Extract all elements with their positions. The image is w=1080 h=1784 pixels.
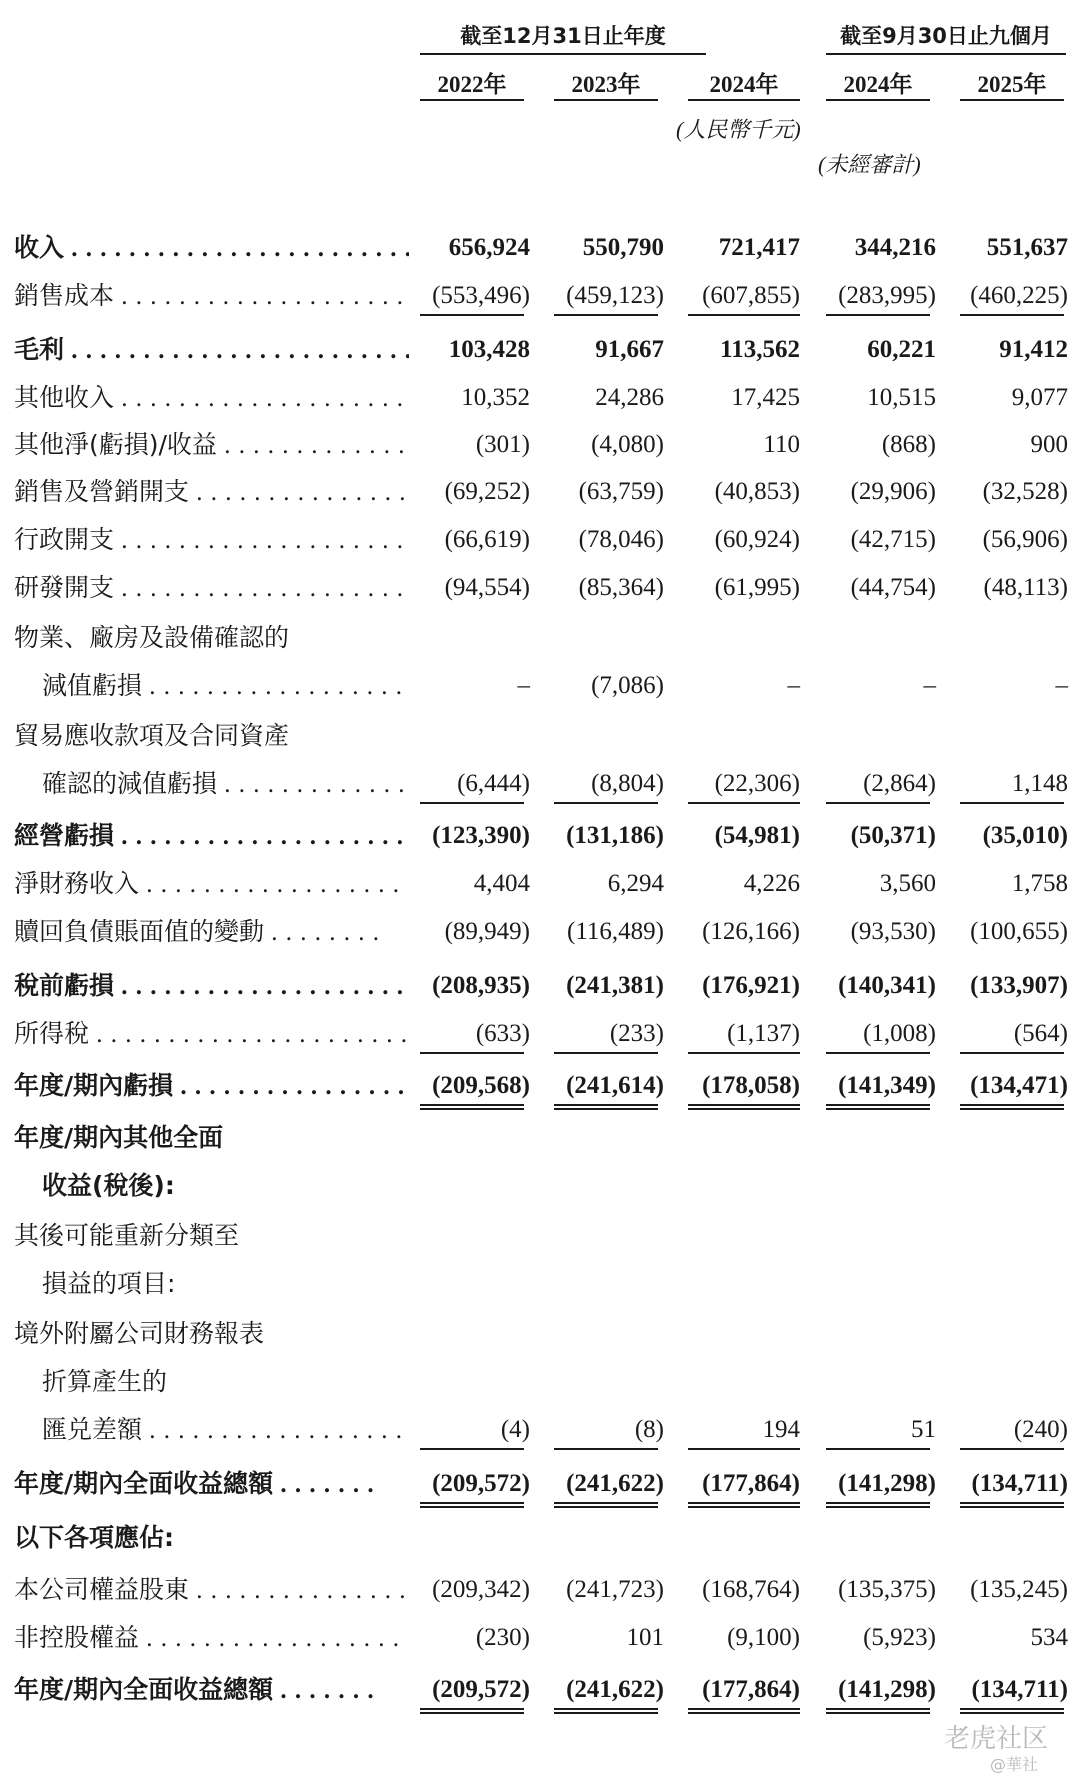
row-label: 其後可能重新分類至 <box>14 1221 240 1250</box>
row-value: 550,790 <box>582 234 664 261</box>
total-double-rule <box>826 1502 930 1508</box>
row-value: (459,123) <box>566 282 664 309</box>
row-value: 91,412 <box>999 336 1068 363</box>
header-year-2022: 2022年 <box>437 72 507 97</box>
row-label: 本公司權益股東 . . . <box>14 1570 409 1611</box>
row-value: (283,995) <box>838 282 936 309</box>
row-value: (5,923) <box>863 1624 936 1651</box>
row-value: (4,080) <box>591 431 664 458</box>
total-double-rule <box>960 1708 1064 1714</box>
row-value: (301) <box>475 431 530 458</box>
unaudited-note: (未經審計) <box>818 152 921 177</box>
total-double-rule <box>688 1104 800 1110</box>
table-row <box>0 330 1080 370</box>
row-label: 非控股權益 . . . <box>14 1618 409 1659</box>
row-value: 4,404 <box>473 870 530 897</box>
row-value: (240) <box>1013 1416 1068 1443</box>
row-value: 721,417 <box>718 234 800 261</box>
table-row <box>0 520 1080 560</box>
row-label: 研發開支 . . . <box>14 568 409 609</box>
row-value: (241,723) <box>566 1576 664 1603</box>
subtotal-rule <box>554 1052 658 1054</box>
table-row <box>0 1216 1080 1256</box>
row-value: (135,375) <box>838 1576 936 1603</box>
row-label: 貿易應收款項及合同資產 <box>14 721 290 750</box>
row-value: (48,113) <box>983 574 1068 601</box>
row-value: 1,148 <box>1011 770 1068 797</box>
row-value: 900 <box>1030 431 1068 458</box>
table-row <box>0 716 1080 756</box>
subtotal-rule <box>688 802 800 804</box>
table-row <box>0 1066 1080 1106</box>
row-value: (209,572) <box>432 1470 530 1497</box>
subtotal-rule <box>420 802 524 804</box>
row-value: (35,010) <box>982 822 1068 849</box>
table-row <box>0 1118 1080 1158</box>
row-value: (209,572) <box>432 1676 530 1703</box>
year-rule-2022 <box>420 99 524 101</box>
row-value: 10,515 <box>867 384 936 411</box>
row-value: 51 <box>911 1416 936 1443</box>
table-row <box>0 912 1080 952</box>
row-value: (134,471) <box>970 1072 1068 1099</box>
row-value: (2,864) <box>863 770 936 797</box>
header-nine-month-group: 截至9月30日止九個月 <box>840 24 1052 48</box>
row-value: (6,444) <box>457 770 530 797</box>
table-row <box>0 1014 1080 1054</box>
subtotal-rule <box>826 314 930 316</box>
year-rule-2024 <box>688 99 800 101</box>
row-value: (134,711) <box>971 1676 1068 1703</box>
row-value: (8,804) <box>591 770 664 797</box>
row-value: (564) <box>1013 1020 1068 1047</box>
row-value: (7,086) <box>591 672 664 699</box>
table-row <box>0 666 1080 706</box>
row-label: 所得稅 . . . <box>14 1014 409 1055</box>
row-value: (44,754) <box>850 574 936 601</box>
row-label: 淨財務收入 . . . <box>14 864 409 905</box>
row-value: (60,924) <box>714 526 800 553</box>
total-double-rule <box>960 1104 1064 1110</box>
subtotal-rule <box>688 314 800 316</box>
row-label: 其他淨(虧損)/收益 . . . <box>14 425 409 466</box>
row-value: (607,855) <box>702 282 800 309</box>
row-value: (50,371) <box>850 822 936 849</box>
row-value: (134,711) <box>971 1470 1068 1497</box>
subtotal-rule <box>960 1052 1064 1054</box>
row-value: 656,924 <box>448 234 530 261</box>
row-label: 減值虧損 . . . <box>42 666 409 707</box>
row-value: (241,622) <box>566 1470 664 1497</box>
row-value: (40,853) <box>714 478 800 505</box>
row-value: (89,949) <box>444 918 530 945</box>
row-value: (42,715) <box>850 526 936 553</box>
subtotal-rule <box>554 802 658 804</box>
row-value: (553,496) <box>432 282 530 309</box>
row-value: (241,381) <box>566 972 664 999</box>
header-year-2023: 2023年 <box>571 72 641 97</box>
total-double-rule <box>420 1104 524 1110</box>
row-label: 年度/期內全面收益總額 . . . <box>14 1670 374 1711</box>
row-value: (177,864) <box>702 1470 800 1497</box>
subtotal-rule <box>420 314 524 316</box>
subtotal-rule <box>688 1052 800 1054</box>
row-value: (78,046) <box>578 526 664 553</box>
row-label: 年度/期內全面收益總額 . . . <box>14 1464 374 1505</box>
row-value: 17,425 <box>731 384 800 411</box>
row-value: 60,221 <box>867 336 936 363</box>
row-value: – <box>787 672 800 699</box>
table-row <box>0 1570 1080 1610</box>
watermark-handle: @華社 <box>990 1755 1039 1774</box>
total-double-rule <box>826 1104 930 1110</box>
row-label: 經營虧損 . . . <box>14 816 409 857</box>
table-row <box>0 1166 1080 1206</box>
total-double-rule <box>960 1502 1064 1508</box>
unit-note: (人民幣千元) <box>676 117 801 142</box>
row-label: 行政開支 . . . <box>14 520 409 561</box>
table-row <box>0 1464 1080 1504</box>
row-value: 6,294 <box>607 870 664 897</box>
row-value: (168,764) <box>702 1576 800 1603</box>
table-row <box>0 568 1080 608</box>
row-value: 551,637 <box>986 234 1068 261</box>
table-row <box>0 1518 1080 1558</box>
year-rule-2024-9m <box>826 99 930 101</box>
row-value: 101 <box>626 1624 664 1651</box>
row-value: (141,349) <box>838 1072 936 1099</box>
row-value: – <box>517 672 530 699</box>
row-label: 年度/期內虧損 . . . <box>14 1066 409 1107</box>
row-value: (4) <box>500 1416 530 1443</box>
row-label: 毛利 . . . <box>14 330 409 371</box>
row-value: (868) <box>881 431 936 458</box>
row-value: (209,568) <box>432 1072 530 1099</box>
row-label: 物業、廠房及設備確認的 <box>14 623 290 652</box>
row-label: 收入 . . . <box>14 228 409 269</box>
row-value: (241,622) <box>566 1676 664 1703</box>
row-value: (66,619) <box>444 526 530 553</box>
row-value: (126,166) <box>702 918 800 945</box>
row-value: (241,614) <box>566 1072 664 1099</box>
subtotal-rule <box>420 1448 524 1450</box>
row-value: (56,906) <box>982 526 1068 553</box>
subtotal-rule <box>826 1052 930 1054</box>
row-value: (135,245) <box>970 1576 1068 1603</box>
row-value: 194 <box>762 1416 800 1443</box>
table-row <box>0 425 1080 465</box>
row-value: (8) <box>634 1416 664 1443</box>
subtotal-rule <box>420 1052 524 1054</box>
row-value: (141,298) <box>838 1470 936 1497</box>
row-value: (85,364) <box>578 574 664 601</box>
row-value: – <box>923 672 936 699</box>
table-row <box>0 1264 1080 1304</box>
year-rule-2023 <box>554 99 658 101</box>
row-value: (209,342) <box>432 1576 530 1603</box>
row-label: 收益(稅後): <box>42 1171 175 1200</box>
total-double-rule <box>420 1708 524 1714</box>
table-row <box>0 864 1080 904</box>
total-double-rule <box>826 1708 930 1714</box>
header-year-2024-9m: 2024年 <box>843 72 913 97</box>
row-value: (29,906) <box>850 478 936 505</box>
row-label: 銷售成本 . . . <box>14 276 409 317</box>
subtotal-rule <box>826 802 930 804</box>
table-row <box>0 1618 1080 1658</box>
row-label: 境外附屬公司財務報表 <box>14 1319 265 1348</box>
subtotal-rule <box>960 802 1064 804</box>
watermark-brand: 老虎社区 <box>944 1724 1049 1754</box>
row-value: (230) <box>475 1624 530 1651</box>
table-row <box>0 276 1080 316</box>
subtotal-rule <box>826 1448 930 1450</box>
table-row <box>0 1314 1080 1354</box>
row-value: (133,907) <box>970 972 1068 999</box>
header-annual-rule <box>420 53 706 55</box>
row-value: (177,864) <box>702 1676 800 1703</box>
header-annual-group: 截至12月31日止年度 <box>460 24 666 48</box>
row-value: (9,100) <box>727 1624 800 1651</box>
row-value: (22,306) <box>714 770 800 797</box>
row-value: 113,562 <box>720 336 800 363</box>
table-row <box>0 1362 1080 1402</box>
total-double-rule <box>554 1502 658 1508</box>
row-value: (69,252) <box>444 478 530 505</box>
row-label: 銷售及營銷開支 . . . <box>14 472 409 513</box>
row-label: 損益的項目: <box>42 1269 176 1298</box>
row-label: 年度/期內其他全面 <box>14 1123 224 1152</box>
row-value: (1,137) <box>727 1020 800 1047</box>
subtotal-rule <box>960 1448 1064 1450</box>
row-value: (140,341) <box>838 972 936 999</box>
row-value: (54,981) <box>714 822 800 849</box>
row-value: (123,390) <box>432 822 530 849</box>
table-row <box>0 472 1080 512</box>
row-value: (460,225) <box>970 282 1068 309</box>
row-value: (63,759) <box>578 478 664 505</box>
subtotal-rule <box>688 1448 800 1450</box>
row-value: (1,008) <box>863 1020 936 1047</box>
row-label: 匯兑差額 . . . <box>42 1410 409 1451</box>
row-value: 24,286 <box>595 384 664 411</box>
row-value: 9,077 <box>1011 384 1068 411</box>
row-label: 確認的減值虧損 . . . <box>42 764 409 805</box>
row-value: 103,428 <box>448 336 530 363</box>
row-value: (141,298) <box>838 1676 936 1703</box>
row-value: (94,554) <box>444 574 530 601</box>
table-row <box>0 764 1080 804</box>
row-label: 以下各項應佔: <box>14 1523 174 1552</box>
row-label: 稅前虧損 . . . <box>14 966 409 1007</box>
header-year-2024: 2024年 <box>709 72 779 97</box>
row-value: (93,530) <box>850 918 936 945</box>
table-row <box>0 816 1080 856</box>
table-row <box>0 1670 1080 1710</box>
row-value: (100,655) <box>970 918 1068 945</box>
row-value: 91,667 <box>595 336 664 363</box>
row-value: (208,935) <box>432 972 530 999</box>
row-value: (32,528) <box>982 478 1068 505</box>
total-double-rule <box>688 1708 800 1714</box>
row-value: (633) <box>475 1020 530 1047</box>
header-nine-rule <box>826 53 1066 55</box>
row-value: (61,995) <box>714 574 800 601</box>
total-double-rule <box>420 1502 524 1508</box>
row-label: 折算產生的 <box>42 1367 168 1396</box>
row-value: (116,489) <box>567 918 664 945</box>
row-value: 1,758 <box>1011 870 1068 897</box>
subtotal-rule <box>554 314 658 316</box>
total-double-rule <box>554 1104 658 1110</box>
row-value: (233) <box>609 1020 664 1047</box>
table-row <box>0 618 1080 658</box>
total-double-rule <box>554 1708 658 1714</box>
table-row <box>0 228 1080 268</box>
row-value: 344,216 <box>854 234 936 261</box>
year-rule-2025-9m <box>960 99 1064 101</box>
table-row <box>0 1410 1080 1450</box>
row-label: 贖回負債賬面值的變動 . . . <box>14 912 389 953</box>
row-value: 10,352 <box>461 384 530 411</box>
row-value: 534 <box>1030 1624 1068 1651</box>
row-value: 4,226 <box>743 870 800 897</box>
table-row <box>0 966 1080 1006</box>
total-double-rule <box>688 1502 800 1508</box>
table-row <box>0 378 1080 418</box>
header-year-2025-9m: 2025年 <box>977 72 1047 97</box>
row-value: (176,921) <box>702 972 800 999</box>
row-value: – <box>1055 672 1068 699</box>
row-label: 其他收入 . . . <box>14 378 409 419</box>
row-value: 110 <box>763 431 800 458</box>
row-value: (178,058) <box>702 1072 800 1099</box>
subtotal-rule <box>554 1448 658 1450</box>
row-value: (131,186) <box>566 822 664 849</box>
subtotal-rule <box>960 314 1064 316</box>
row-value: 3,560 <box>879 870 936 897</box>
